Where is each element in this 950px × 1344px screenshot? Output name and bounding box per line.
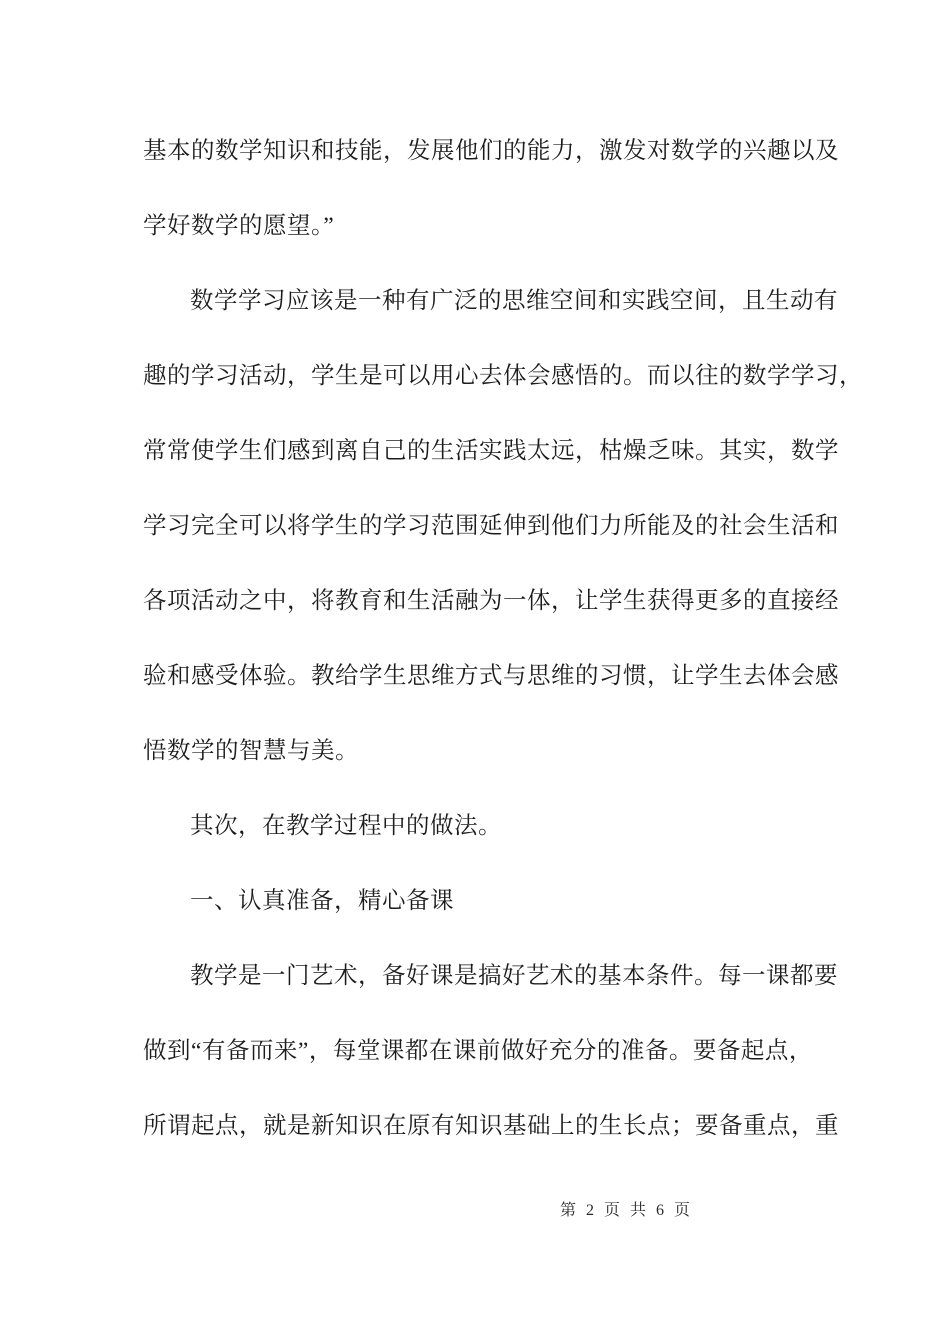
- text-line: 做到“有备而来”，每堂课都在课前做好充分的准备。要备起点，: [143, 1038, 813, 1064]
- text-line: 所谓起点，就是新知识在原有知识基础上的生长点；要备重点，重: [143, 1113, 839, 1139]
- text-line: 一、认真准备，精心备课: [190, 888, 454, 914]
- text-line: 数学学习应该是一种有广泛的思维空间和实践空间，且生动有: [190, 288, 838, 314]
- text-line: 验和感受体验。教给学生思维方式与思维的习惯，让学生去体会感: [143, 663, 839, 689]
- text-line: 学好数学的愿望。”: [143, 213, 335, 239]
- text-line: 趣的学习活动，学生是可以用心去体会感悟的。而以往的数学学习，: [143, 363, 863, 389]
- text-line: 其次，在教学过程中的做法。: [190, 813, 502, 839]
- text-line: 学习完全可以将学生的学习范围延伸到他们力所能及的社会生活和: [143, 513, 839, 539]
- text-line: 教学是一门艺术，备好课是搞好艺术的基本条件。每一课都要: [190, 963, 838, 989]
- text-line: 各项活动之中，将教育和生活融为一体，让学生获得更多的直接经: [143, 588, 839, 614]
- text-line: 悟数学的智慧与美。: [143, 738, 359, 764]
- text-line: 常常使学生们感到离自己的生活实践太远，枯燥乏味。其实，数学: [143, 438, 839, 464]
- text-block: [143, 114, 873, 1164]
- text-line: 基本的数学知识和技能，发展他们的能力，激发对数学的兴趣以及: [143, 138, 839, 164]
- page-footer: 第 2 页 共 6 页: [560, 1202, 694, 1219]
